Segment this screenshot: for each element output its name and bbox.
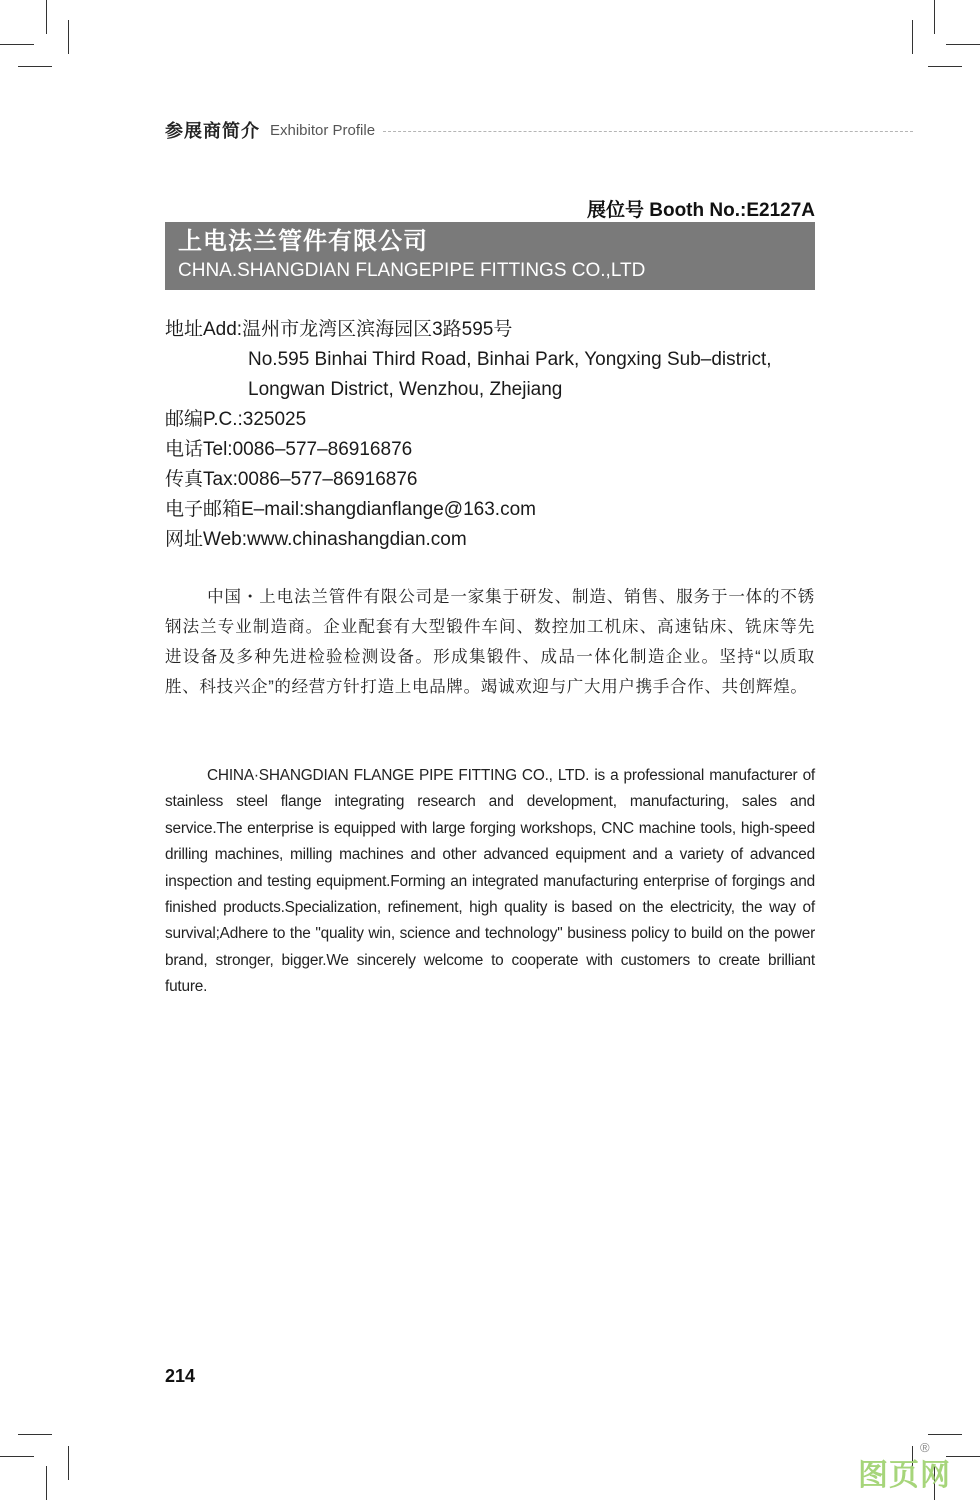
crop-mark bbox=[0, 44, 34, 45]
section-header bbox=[165, 118, 913, 142]
postcode: 邮编P.C.:325025 bbox=[165, 409, 307, 430]
address-cn: 地址Add:温州市龙湾区滨海园区3路595号 bbox=[165, 319, 513, 340]
description-en bbox=[165, 763, 815, 1001]
crop-mark bbox=[934, 0, 935, 34]
company-name-en: CHNA.SHANGDIAN FLANGEPIPE FITTINGS CO.,LTD bbox=[178, 260, 646, 281]
address-en-line-2: Longwan District, Wenzhou, Zhejiang bbox=[248, 379, 563, 400]
crop-mark bbox=[0, 1456, 34, 1457]
website: 网址Web:www.chinashangdian.com bbox=[165, 529, 467, 550]
company-name-cn: 上电法兰管件有限公司 bbox=[178, 228, 428, 255]
address-en-line-1: No.595 Binhai Third Road, Binhai Park, Yongxing Sub–district, bbox=[248, 349, 772, 370]
fax: 传真Tax:0086–577–86916876 bbox=[165, 469, 418, 490]
crop-mark bbox=[68, 1446, 69, 1480]
contact-info bbox=[165, 315, 825, 555]
header-title-cn: 参展商简介 bbox=[165, 121, 260, 141]
crop-mark bbox=[912, 20, 913, 54]
crop-mark bbox=[928, 1434, 962, 1435]
page-number: 214 bbox=[165, 1366, 196, 1386]
crop-mark bbox=[68, 20, 69, 54]
crop-mark bbox=[946, 1456, 980, 1457]
crop-mark bbox=[46, 1466, 47, 1500]
registered-mark: ® bbox=[920, 1440, 930, 1455]
company-name-banner bbox=[165, 222, 815, 290]
description-cn bbox=[165, 582, 815, 702]
description-cn-text: 中国・上电法兰管件有限公司是一家集于研发、制造、销售、服务于一体的不锈钢法兰专业制造商。企业配套有大型锻件车间、数控加工机床、高速钻床、铣床等先进设备及多种先进检验检测设备。形成集锻件、成品一体化制造企业。坚持“以质取胜、科技兴企”的经营方针打造上电品牌。竭诚欢迎与广大用户携手合作、共创辉煌。 bbox=[165, 588, 815, 696]
description-en-text: CHINA·SHANGDIAN FLANGE PIPE FITTING CO., LTD. is a professional manufacturer of stainless steel flange integrating research and development, manufacturing, sales and service.The enterprise is equipped with large forging workshops, CNC machine tools, high-speed drilling machines, milling machines and other advanced equipment and a variety of advanced inspection and testing equipment.Forming an integrated manufacturing enterprise of forgings and finished products.Specialization, refinement, high quality is based on the electricity, the way of survival;Adhere to the "quality win, science and technology" business policy to build on the power brand, stronger, bigger.We sincerely welcome to cooperate with customers to create brilliant future. bbox=[165, 767, 815, 996]
crop-mark bbox=[928, 66, 962, 67]
crop-mark bbox=[18, 1434, 52, 1435]
booth-number: 展位号 Booth No.:E2127A bbox=[586, 200, 815, 221]
header-title-en: Exhibitor Profile bbox=[270, 121, 376, 139]
email: 电子邮箱E–mail:shangdianflange@163.com bbox=[165, 499, 536, 520]
crop-mark bbox=[946, 44, 980, 45]
crop-mark bbox=[18, 66, 52, 67]
header-divider bbox=[383, 131, 913, 132]
crop-mark bbox=[46, 0, 47, 34]
watermark-logo: 图页网 bbox=[858, 1459, 951, 1492]
telephone: 电话Tel:0086–577–86916876 bbox=[165, 439, 413, 460]
